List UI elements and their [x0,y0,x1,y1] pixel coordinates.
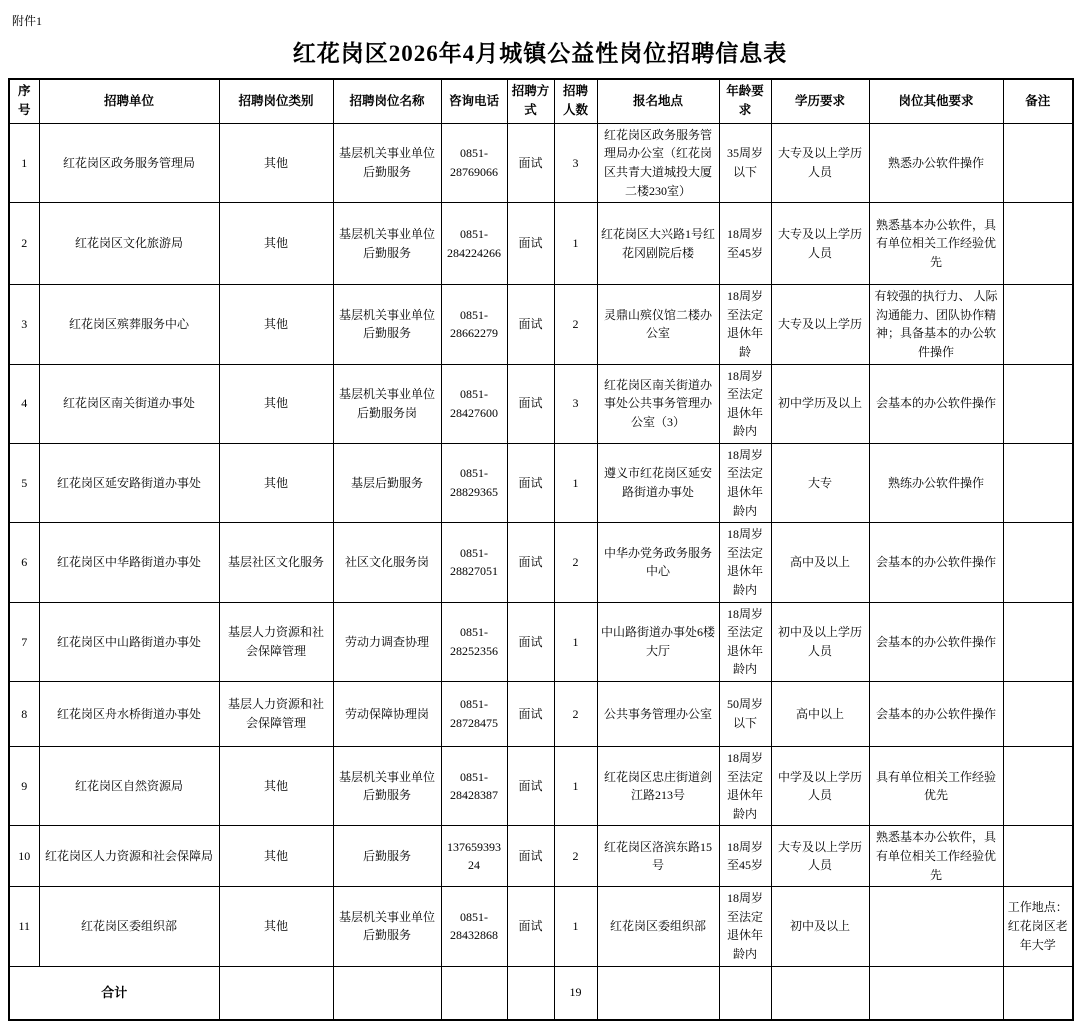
column-header: 招聘方式 [507,79,554,123]
cell [869,966,1003,1020]
cell [1003,443,1073,522]
cell: 红花岗区忠庄街道剑江路213号 [597,747,719,826]
cell: 1 [554,887,597,966]
cell: 红花岗区殡葬服务中心 [39,285,219,364]
cell: 熟练办公软件操作 [869,443,1003,522]
cell: 初中学历及以上 [771,364,869,443]
cell [1003,203,1073,285]
cell: 1 [554,443,597,522]
cell [771,966,869,1020]
cell [719,966,771,1020]
cell: 18周岁至法定退休年龄内 [719,443,771,522]
cell: 9 [9,747,39,826]
cell: 其他 [219,203,333,285]
cell: 3 [554,123,597,202]
column-header: 岗位其他要求 [869,79,1003,123]
cell: 基层后勤服务 [333,443,441,522]
cell: 初中及以上 [771,887,869,966]
cell [1003,602,1073,681]
cell: 基层机关事业单位后勤服务 [333,747,441,826]
table-row [9,523,1073,602]
cell: 其他 [219,443,333,522]
cell: 其他 [219,364,333,443]
cell: 2 [9,203,39,285]
cell: 大专及以上学历人员 [771,826,869,887]
cell: 基层机关事业单位后勤服务 [333,887,441,966]
cell: 熟悉基本办公软件，具有单位相关工作经验优先 [869,826,1003,887]
cell: 50周岁以下 [719,682,771,747]
cell: 红花岗区人力资源和社会保障局 [39,826,219,887]
cell: 社区文化服务岗 [333,523,441,602]
cell [1003,123,1073,202]
cell: 红花岗区自然资源局 [39,747,219,826]
cell: 4 [9,364,39,443]
cell: 18周岁至法定退休年龄内 [719,887,771,966]
cell: 遵义市红花岗区延安路街道办事处 [597,443,719,522]
cell [1003,966,1073,1020]
cell: 0851-28829365 [441,443,507,522]
cell: 0851-28728475 [441,682,507,747]
table-row [9,887,1073,966]
cell: 会基本的办公软件操作 [869,364,1003,443]
cell: 红花岗区文化旅游局 [39,203,219,285]
cell: 灵鼎山殡仪馆二楼办公室 [597,285,719,364]
cell: 0851-28662279 [441,285,507,364]
column-header: 年龄要求 [719,79,771,123]
cell: 红花岗区中华路街道办事处 [39,523,219,602]
cell: 具有单位相关工作经验优先 [869,747,1003,826]
cell: 中华办党务政务服务中心 [597,523,719,602]
cell: 18周岁至45岁 [719,826,771,887]
cell: 面试 [507,443,554,522]
cell: 面试 [507,682,554,747]
cell: 10 [9,826,39,887]
cell: 3 [9,285,39,364]
total-count: 19 [554,966,597,1020]
cell [441,966,507,1020]
cell: 18周岁至法定退休年龄内 [719,747,771,826]
cell: 会基本的办公软件操作 [869,602,1003,681]
cell: 其他 [219,123,333,202]
cell: 中山路街道办事处6楼大厅 [597,602,719,681]
cell: 0851-28432868 [441,887,507,966]
cell [1003,826,1073,887]
cell: 大专及以上学历人员 [771,123,869,202]
attachment-label: 附件1 [12,14,43,28]
cell: 8 [9,682,39,747]
column-header: 报名地点 [597,79,719,123]
table-header-row [9,79,1073,123]
cell: 2 [554,285,597,364]
cell: 2 [554,523,597,602]
column-header: 学历要求 [771,79,869,123]
cell: 其他 [219,747,333,826]
cell: 高中及以上 [771,523,869,602]
cell: 熟悉办公软件操作 [869,123,1003,202]
cell: 红花岗区洛滨东路15号 [597,826,719,887]
cell: 3 [554,364,597,443]
column-header: 备注 [1003,79,1073,123]
cell: 大专 [771,443,869,522]
cell: 会基本的办公软件操作 [869,682,1003,747]
cell [507,966,554,1020]
cell: 红花岗区委组织部 [597,887,719,966]
cell: 其他 [219,285,333,364]
cell: 面试 [507,602,554,681]
column-header: 咨询电话 [441,79,507,123]
table-row [9,203,1073,285]
cell: 5 [9,443,39,522]
cell: 基层人力资源和社会保障管理 [219,602,333,681]
cell [597,966,719,1020]
cell [219,966,333,1020]
cell: 面试 [507,747,554,826]
cell: 2 [554,682,597,747]
cell: 0851-284224266 [441,203,507,285]
page-title: 红花岗区2026年4月城镇公益性岗位招聘信息表 [292,41,788,66]
column-header: 招聘人数 [554,79,597,123]
table-row [9,285,1073,364]
cell: 基层机关事业单位后勤服务 [333,203,441,285]
cell: 面试 [507,826,554,887]
cell [1003,523,1073,602]
cell: 红花岗区南关街道办事处公共事务管理办公室（3） [597,364,719,443]
cell [869,887,1003,966]
cell [1003,285,1073,364]
cell: 35周岁以下 [719,123,771,202]
recruitment-table [8,78,1074,1021]
cell: 0851-28428387 [441,747,507,826]
cell: 面试 [507,123,554,202]
total-label: 合计 [9,966,219,1020]
cell: 红花岗区舟水桥街道办事处 [39,682,219,747]
cell: 面试 [507,887,554,966]
column-header: 招聘岗位类别 [219,79,333,123]
cell: 13765939324 [441,826,507,887]
cell: 1 [554,747,597,826]
cell: 红花岗区政务服务管理局办公室（红花岗区共青大道城投大厦二楼230室） [597,123,719,202]
cell: 劳动保障协理岗 [333,682,441,747]
cell: 2 [554,826,597,887]
table-row [9,602,1073,681]
cell: 18周岁至45岁 [719,203,771,285]
cell: 面试 [507,523,554,602]
cell: 0851-28769066 [441,123,507,202]
cell: 7 [9,602,39,681]
cell: 红花岗区大兴路1号红花冈剧院后楼 [597,203,719,285]
table-row [9,826,1073,887]
cell: 基层人力资源和社会保障管理 [219,682,333,747]
cell [1003,682,1073,747]
cell: 劳动力调查协理 [333,602,441,681]
table-row [9,682,1073,747]
cell: 1 [554,203,597,285]
cell: 红花岗区中山路街道办事处 [39,602,219,681]
cell: 面试 [507,285,554,364]
cell: 红花岗区委组织部 [39,887,219,966]
cell: 工作地点：红花岗区老年大学 [1003,887,1073,966]
cell: 大专及以上学历 [771,285,869,364]
cell [1003,364,1073,443]
cell: 高中以上 [771,682,869,747]
cell: 6 [9,523,39,602]
table-row [9,747,1073,826]
cell: 18周岁至法定退休年龄内 [719,602,771,681]
cell: 初中及以上学历人员 [771,602,869,681]
cell: 大专及以上学历人员 [771,203,869,285]
cell: 18周岁至法定退休年龄内 [719,523,771,602]
cell: 会基本的办公软件操作 [869,523,1003,602]
cell: 0851-28427600 [441,364,507,443]
cell: 中学及以上学历人员 [771,747,869,826]
cell: 熟悉基本办公软件，具有单位相关工作经验优先 [869,203,1003,285]
cell: 0851-28252356 [441,602,507,681]
cell: 18周岁至法定退休年龄内 [719,364,771,443]
cell: 红花岗区延安路街道办事处 [39,443,219,522]
cell: 1 [9,123,39,202]
cell: 0851-28827051 [441,523,507,602]
cell [1003,747,1073,826]
cell: 1 [554,602,597,681]
cell: 后勤服务 [333,826,441,887]
table-row [9,364,1073,443]
cell: 红花岗区政务服务管理局 [39,123,219,202]
total-row [9,966,1073,1020]
column-header: 招聘岗位名称 [333,79,441,123]
cell: 有较强的执行力、 人际沟通能力、团队协作精神；具备基本的办公软件操作 [869,285,1003,364]
cell: 18周岁至法定退休年龄 [719,285,771,364]
cell: 面试 [507,364,554,443]
table-row [9,443,1073,522]
column-header: 招聘单位 [39,79,219,123]
table-row [9,123,1073,202]
cell: 11 [9,887,39,966]
cell: 基层机关事业单位后勤服务岗 [333,364,441,443]
cell: 公共事务管理办公室 [597,682,719,747]
column-header: 序号 [9,79,39,123]
cell [333,966,441,1020]
cell: 其他 [219,887,333,966]
cell: 基层机关事业单位后勤服务 [333,123,441,202]
cell: 基层机关事业单位后勤服务 [333,285,441,364]
cell: 其他 [219,826,333,887]
cell: 红花岗区南关街道办事处 [39,364,219,443]
cell: 面试 [507,203,554,285]
cell: 基层社区文化服务 [219,523,333,602]
